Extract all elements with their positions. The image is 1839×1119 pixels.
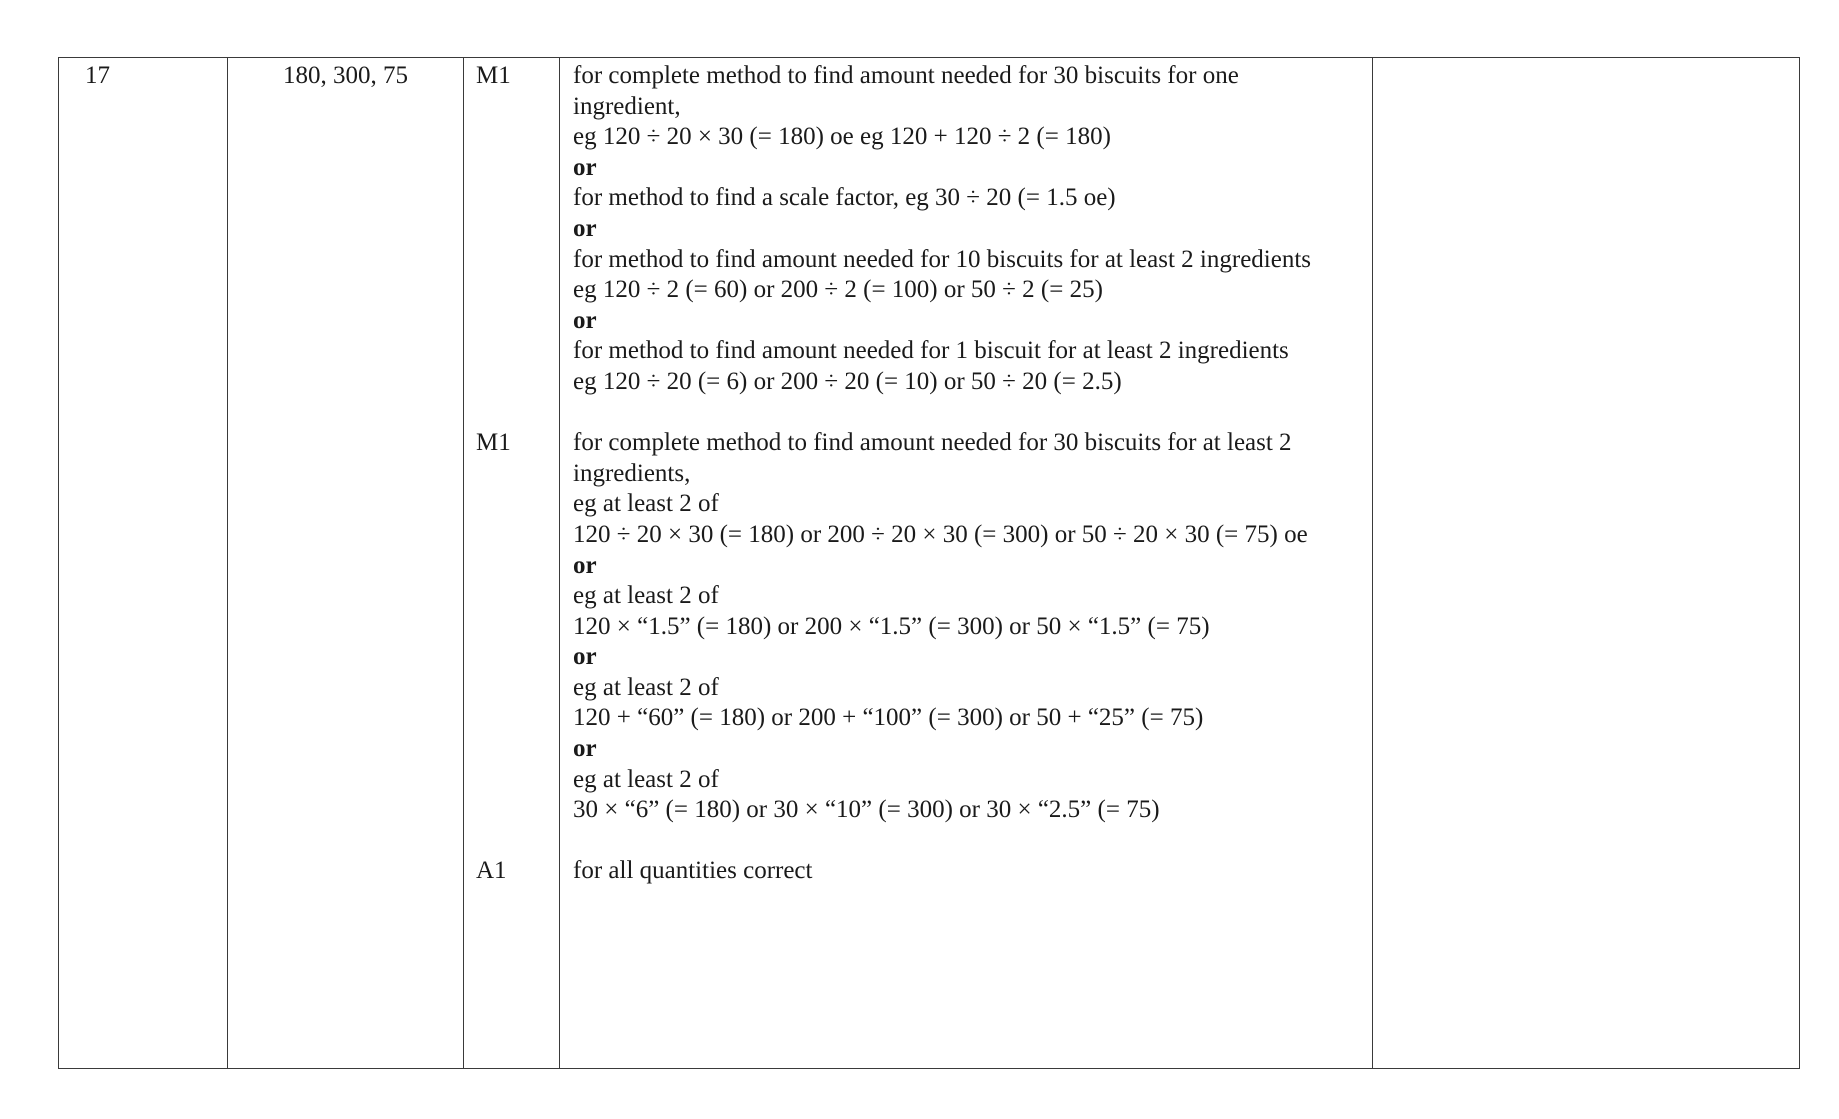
mark-block: [476, 428, 559, 826]
answer-cell: [228, 58, 464, 1069]
mark-code: A1: [476, 857, 507, 885]
question-number-cell: [59, 58, 228, 1069]
note-line: for method to find amount needed for 10 biscuits for at least 2 ingredients: [573, 245, 1312, 273]
note-block: [573, 856, 1366, 887]
or-connector: or: [573, 735, 597, 763]
note-line: eg 120 ÷ 20 (= 6) or 200 ÷ 20 (= 10) or 50 ÷ 20 (= 2.5): [573, 367, 1122, 395]
note-line: for method to find a scale factor, eg 30 ÷ 20 (= 1.5 oe): [573, 184, 1116, 212]
note-line: ingredients,: [573, 459, 691, 487]
note-block: [573, 428, 1366, 826]
note-line: ingredient,: [573, 92, 681, 120]
note-line: 120 × “1.5” (= 180) or 200 × “1.5” (= 300) or 50 × “1.5” (= 75): [573, 612, 1210, 640]
mark-code-column: [464, 58, 559, 887]
mark-scheme-table: [58, 57, 1800, 1069]
table-row: [59, 58, 1800, 1069]
note-line: 120 ÷ 20 × 30 (= 180) or 200 ÷ 20 × 30 (= 300) or 50 ÷ 20 × 30 (= 75) oe: [573, 520, 1308, 548]
notes-column: [560, 58, 1372, 887]
note-line: eg 120 ÷ 2 (= 60) or 200 ÷ 2 (= 100) or 50 ÷ 2 (= 25): [573, 276, 1103, 304]
mark-code: M1: [476, 429, 511, 457]
mark-block: [476, 856, 559, 887]
notes-cell: [560, 58, 1373, 1069]
mark-block: [476, 61, 559, 398]
note-line: for method to find amount needed for 1 biscuit for at least 2 ingredients: [573, 337, 1289, 365]
note-line: for all quantities correct: [573, 857, 813, 885]
note-line: for complete method to find amount needed for 30 biscuits for at least 2: [573, 429, 1292, 457]
or-connector: or: [573, 214, 597, 242]
note-line: eg 120 ÷ 20 × 30 (= 180) oe eg 120 + 120 ÷ 2 (= 180): [573, 123, 1111, 151]
question-number: 17: [85, 62, 110, 89]
note-line: eg at least 2 of: [573, 582, 719, 610]
note-line: eg at least 2 of: [573, 765, 719, 793]
additional-guidance-cell: [1373, 58, 1800, 1069]
or-connector: or: [573, 153, 597, 181]
note-line: eg at least 2 of: [573, 673, 719, 701]
note-line: 120 + “60” (= 180) or 200 + “100” (= 300) or 50 + “25” (= 75): [573, 704, 1204, 732]
note-line: 30 × “6” (= 180) or 30 × “10” (= 300) or 30 × “2.5” (= 75): [573, 796, 1160, 824]
or-connector: or: [573, 551, 597, 579]
note-line: for complete method to find amount needed for 30 biscuits for one: [573, 62, 1239, 89]
answer-text: 180, 300, 75: [283, 62, 408, 89]
note-line: eg at least 2 of: [573, 490, 719, 518]
mark-code-cell: [464, 58, 560, 1069]
mark-code: M1: [476, 62, 511, 89]
note-block: [573, 61, 1366, 398]
or-connector: or: [573, 643, 597, 671]
or-connector: or: [573, 306, 597, 334]
